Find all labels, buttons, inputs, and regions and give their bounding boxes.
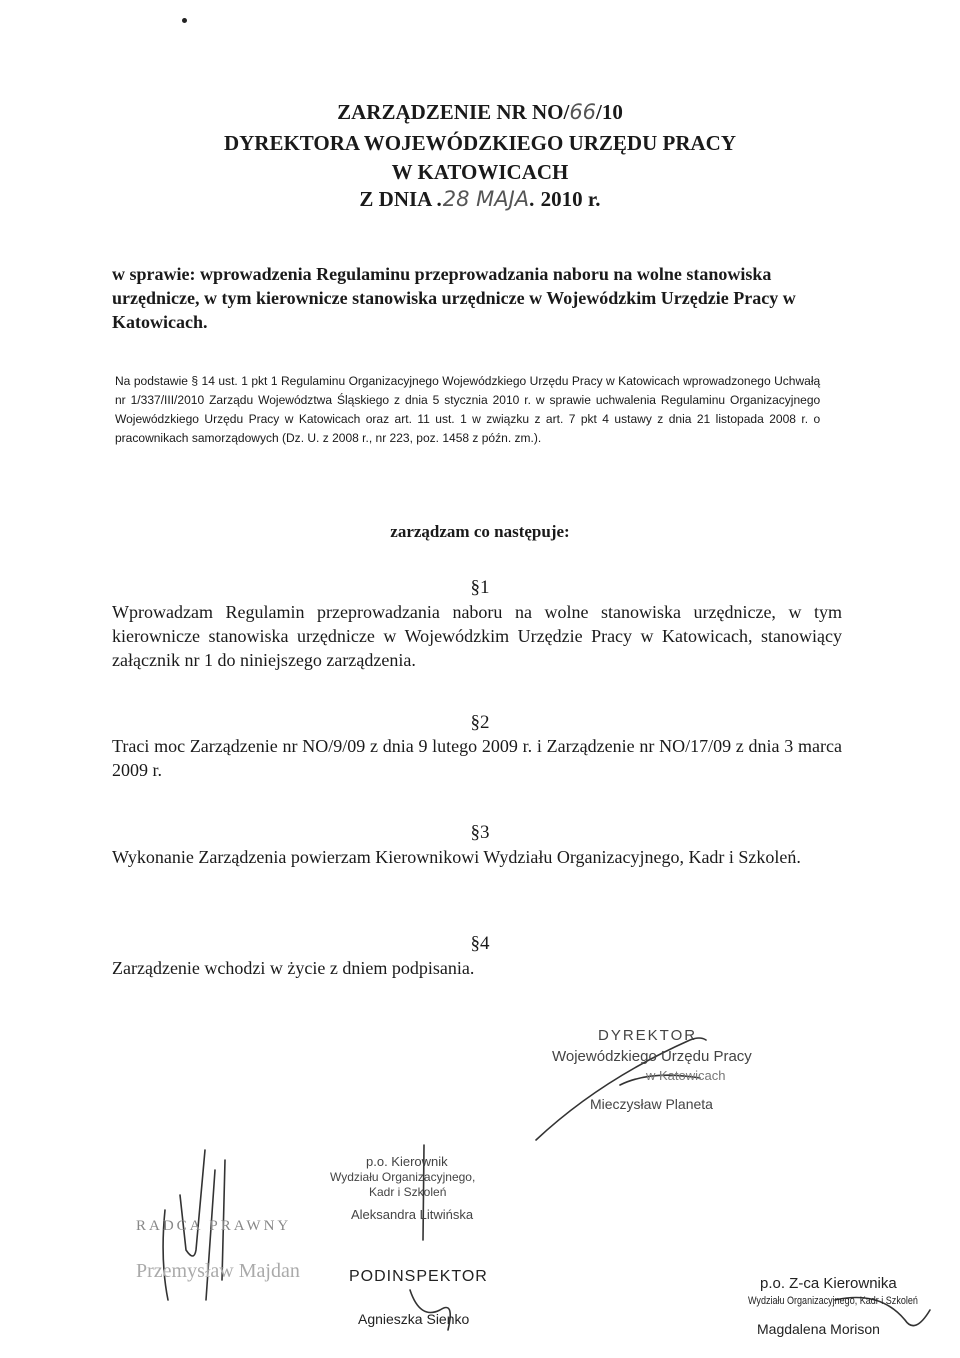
issuer-line: DYREKTORA WOJEWÓDZKIEGO URZĘDU PRACY bbox=[223, 131, 737, 155]
head-stamp-title: p.o. Kierownik bbox=[366, 1154, 448, 1169]
decree-year-suffix: /10 bbox=[596, 100, 623, 124]
date-year: 2010 r. bbox=[535, 187, 601, 211]
director-stamp-city: w Katowicach bbox=[646, 1068, 726, 1083]
acting-stamp-name: Magdalena Morison bbox=[757, 1321, 880, 1337]
head-stamp-dept2: Kadr i Szkoleń bbox=[369, 1185, 447, 1199]
acting-stamp-title: p.o. Z-ca Kierownika bbox=[760, 1275, 897, 1292]
head-stamp-dept: Wydziału Organizacyjnego, bbox=[330, 1170, 476, 1184]
section-mark-3: §3 bbox=[470, 822, 490, 843]
legal-basis: Na podstawie § 14 ust. 1 pkt 1 Regulaminu Organizacyjnego Wojewódzkiego Urzędu Pracy w Katowicach wprowadzonego Uchwałą nr 1/337/III/2010 Zarządu Województwa Śląskiego z dnia 5 stycznia 2010 r. w sprawie uchwalenia Regulaminu Organizacyjnego Wojewódzkiego Urzędu Pracy w Katowicach oraz art. 11 ust. 1 w związku z art. 7 pkt 4 ustawy z dnia 21 listopada 2008 r. o pracownikach samorządowych (Dz. U. z 2008 r., nr 223, poz. 1458 z późn. zm.). bbox=[115, 374, 821, 445]
director-stamp-title: DYREKTOR bbox=[598, 1027, 698, 1044]
decree-number-text: ZARZĄDZENIE NR NO/ bbox=[337, 100, 570, 124]
acting-stamp-dept: Wydziału Organizacyjnego, Kadr i Szkoleń bbox=[748, 1295, 918, 1307]
legal-stamp-title: RADCA PRAWNY bbox=[136, 1218, 292, 1234]
issuer-city: W KATOWICACH bbox=[391, 160, 569, 184]
section-mark-1: §1 bbox=[470, 577, 490, 598]
section-text-4: Zarządzenie wchodzi w życie z dniem podpisania. bbox=[112, 958, 475, 978]
section-text-2: Traci moc Zarządzenie nr NO/9/09 z dnia 9 lutego 2009 r. i Zarządzenie nr NO/17/09 z dnia 3 marca 2009 r. bbox=[112, 736, 842, 780]
inspector-stamp-title: PODINSPEKTOR bbox=[349, 1268, 488, 1285]
decree-statement: zarządzam co następuje: bbox=[390, 522, 570, 541]
decree-date: Z DNIA .28 MAJA. 2010 r. bbox=[359, 187, 601, 211]
legal-stamp-name: Przemysław Majdan bbox=[136, 1260, 300, 1282]
legal-signature-stroke-a bbox=[180, 1150, 205, 1256]
section-text-3: Wykonanie Zarządzenia powierzam Kierownikowi Wydziału Organizacyjnego, Kadr i Szkoleń. bbox=[112, 847, 801, 867]
handwritten-number: 66 bbox=[569, 100, 597, 124]
handwritten-date: 28 MAJA bbox=[442, 187, 530, 211]
director-stamp-office: Wojewódzkiego Urzędu Pracy bbox=[552, 1048, 752, 1065]
head-stamp-name: Aleksandra Litwińska bbox=[351, 1207, 474, 1222]
section-mark-2: §2 bbox=[470, 712, 490, 733]
inspector-stamp-name: Agnieszka Sienko bbox=[358, 1311, 470, 1327]
section-text-1: Wprowadzam Regulamin przeprowadzania naboru na wolne stanowiska urzędnicze, w tym kierownicze stanowiska urzędnicze w Wojewódzkim Urzędzie Pracy w Katowicach, stanowiący załącznik nr 1 do niniejszego zarządzenia. bbox=[112, 602, 842, 670]
date-label: Z DNIA bbox=[359, 187, 437, 211]
subject-line: w sprawie: wprowadzenia Regulaminu przeprowadzania naboru na wolne stanowiska urzędnicze, w tym kierownicze stanowiska urzędnicze w Wojewódzkim Urzędzie Pracy w Katowicach. bbox=[112, 264, 796, 332]
director-stamp-name: Mieczysław Planeta bbox=[590, 1096, 713, 1112]
section-mark-4: §4 bbox=[470, 933, 490, 954]
